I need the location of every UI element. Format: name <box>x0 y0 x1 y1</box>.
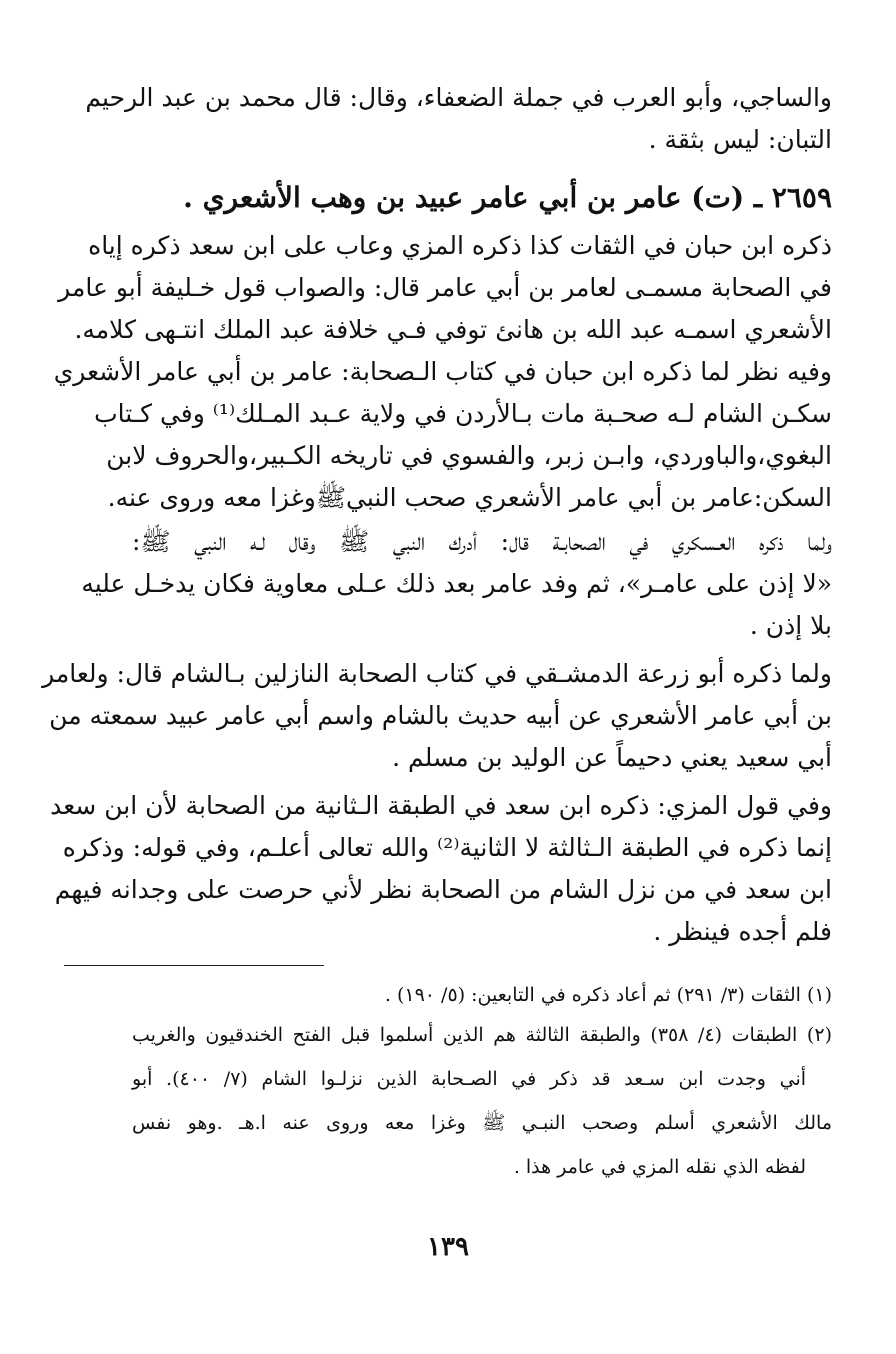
footnote-2-line: لفظه الذي نقله المزي في عامر هذا . <box>513 1156 806 1178</box>
text-line: ابن سعد في من نزل الشام من الصحابة نظر لأني حرصت على وجدانه فيهم <box>54 875 832 904</box>
text-line: السكن:عامر بن أبي عامر الأشعري صحب النبيﷺوغزا معه وروى عنه. <box>107 483 832 512</box>
entry-heading: ٢٦٥٩ ـ (ت) عامر بن أبي عامر عبيد بن وهب الأشعري . <box>183 181 832 214</box>
text-line: التبان: ليس بثقة . <box>648 125 832 154</box>
text-line: إنما ذكره في الطبقة الـثالثة لا الثانية⁽²⁾ والله تعالى أعلـم، وفي قوله: وذكره <box>62 833 832 862</box>
text-line: وفيه نظر لما ذكره ابن حبان في كتاب الـصحابة: عامر بن أبي عامر الأشعري <box>53 357 832 386</box>
text-line: سكـن الشام لـه صحـبة مات بـالأردن في ولاية عـبد المـلك⁽¹⁾ وفي كـتاب <box>94 399 832 428</box>
text-line: في الصحابة مسمـى لعامر بن أبي عامر قال: والصواب قول خـليفة أبو عامر <box>58 273 832 302</box>
footnote-2-line: مالك الأشعري أسلم وصحب النبـي ﷺ وغزا معه وروى عنه ا.هـ .وهو نفس <box>132 1112 832 1134</box>
text-line: والساجي، وأبو العرب في جملة الضعفاء، وقال: قال محمد بن عبد الرحيم <box>85 83 832 112</box>
text-line: بلا إذن . <box>749 611 832 640</box>
text-line: أبي سعيد يعني دحيماً عن الوليد بن مسلم . <box>392 743 832 772</box>
text-line: «لا إذن على عامـر»، ثم وفد عامر بعد ذلك عـلى معاوية فكان يدخـل عليه <box>81 569 832 598</box>
text-line: ولما ذكره العـسكري في الصحابـة قال: أدرك النبي ﷺ وقال لـه النبي ﷺ: <box>132 527 832 556</box>
text-line: وفي قول المزي: ذكره ابن سعد في الطبقة الـثانية من الصحابة لأن ابن سعد <box>50 791 832 820</box>
text-line: فلم أجده فينظر . <box>653 917 832 946</box>
text-line: ولما ذكره أبو زرعة الدمشـقي في كتاب الصحابة النازلين بـالشام قال: ولعامر <box>42 659 832 688</box>
text-line: البغوي،والباوردي، وابـن زبر، والفسوي في تاريخه الكـبير،والحروف لابن <box>106 441 832 470</box>
footnote-2: (٢) الطبقات (٤/ ٣٥٨) والطبقة الثالثة هم الذين أسلموا قبل الفتح الخندقيون والغريب <box>132 1024 832 1046</box>
footnote-1: (١) الثقات (٣/ ٢٩١) ثم أعاد ذكره في التابعين: (٥/ ١٩٠) . <box>384 984 832 1006</box>
page-number: ١٣٩ <box>427 1232 469 1262</box>
footnote-2-line: أني وجدت ابن سـعد قد ذكر في الصـحابة الذين نزلـوا الشام (٧/ ٤٠٠). أبو <box>132 1068 807 1090</box>
text-line: بن أبي عامر الأشعري عن أبيه حديث بالشام واسم أبي عامر عبيد سمعته من <box>49 701 832 730</box>
text-line: ذكره ابن حبان في الثقات كذا ذكره المزي وعاب على ابن سعد ذكره إياه <box>88 231 832 260</box>
text-line: الأشعري اسمـه عبد الله بن هانئ توفي فـي خلافة عبد الملك انتـهى كلامه. <box>74 315 832 344</box>
footnote-divider <box>64 965 324 966</box>
